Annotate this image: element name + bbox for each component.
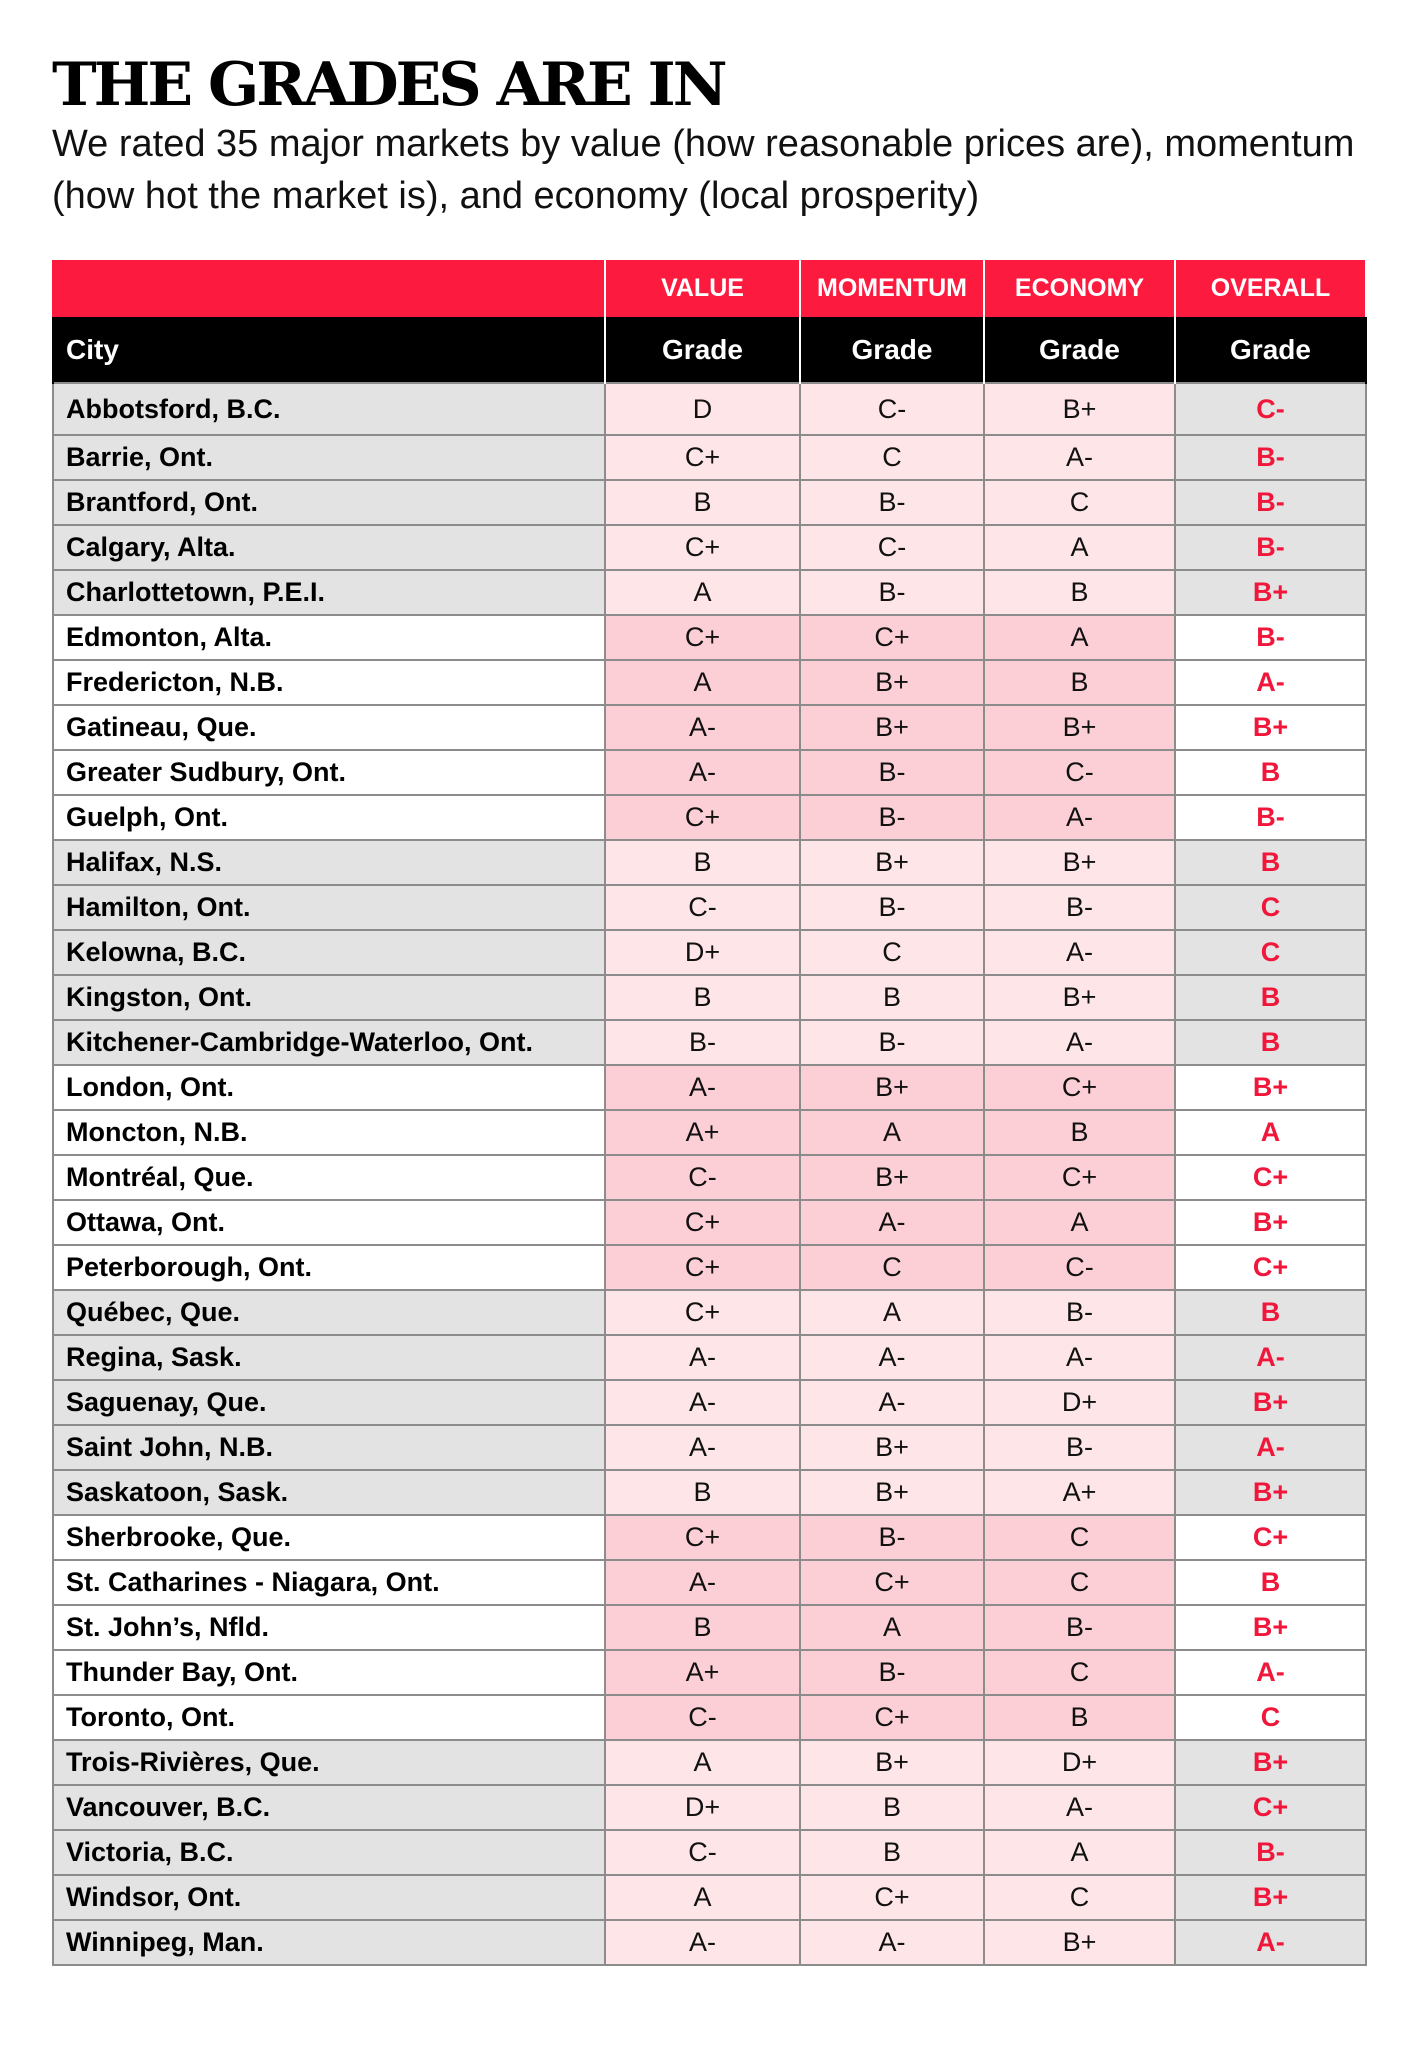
overall-grade: B bbox=[1175, 1290, 1366, 1335]
city-name: Fredericton, N.B. bbox=[53, 660, 605, 705]
momentum-grade: B+ bbox=[800, 1740, 984, 1785]
table-row bbox=[53, 1650, 1366, 1695]
city-name: St. Catharines - Niagara, Ont. bbox=[53, 1560, 605, 1605]
page-title: THE GRADES ARE IN bbox=[52, 50, 725, 120]
economy-grade: C bbox=[984, 480, 1175, 525]
value-grade: C- bbox=[605, 1830, 800, 1875]
value-grade: B bbox=[605, 480, 800, 525]
city-name: Gatineau, Que. bbox=[53, 705, 605, 750]
value-grade: C+ bbox=[605, 435, 800, 480]
column-header-momentum-grade: Grade bbox=[800, 317, 984, 383]
economy-grade: B bbox=[984, 1110, 1175, 1155]
value-grade: A- bbox=[605, 1065, 800, 1110]
overall-grade: A- bbox=[1175, 1425, 1366, 1470]
economy-grade: B+ bbox=[984, 383, 1175, 435]
table-row bbox=[53, 1920, 1366, 1965]
economy-grade: A- bbox=[984, 1785, 1175, 1830]
overall-grade: B+ bbox=[1175, 570, 1366, 615]
value-grade: C+ bbox=[605, 615, 800, 660]
table-row bbox=[53, 885, 1366, 930]
momentum-grade: A- bbox=[800, 1380, 984, 1425]
value-grade: A bbox=[605, 660, 800, 705]
value-grade: A- bbox=[605, 705, 800, 750]
city-name: Windsor, Ont. bbox=[53, 1875, 605, 1920]
table-row bbox=[53, 1515, 1366, 1560]
momentum-grade: B- bbox=[800, 750, 984, 795]
city-name: St. John’s, Nfld. bbox=[53, 1605, 605, 1650]
momentum-grade: B+ bbox=[800, 705, 984, 750]
economy-grade: B bbox=[984, 570, 1175, 615]
economy-grade: B+ bbox=[984, 840, 1175, 885]
city-name: Abbotsford, B.C. bbox=[53, 383, 605, 435]
overall-grade: B- bbox=[1175, 1830, 1366, 1875]
economy-grade: C+ bbox=[984, 1065, 1175, 1110]
overall-grade: A bbox=[1175, 1110, 1366, 1155]
overall-grade: B bbox=[1175, 840, 1366, 885]
economy-grade: A+ bbox=[984, 1470, 1175, 1515]
economy-grade: A- bbox=[984, 930, 1175, 975]
table-row bbox=[53, 1425, 1366, 1470]
overall-grade: A- bbox=[1175, 660, 1366, 705]
momentum-grade: B- bbox=[800, 1515, 984, 1560]
city-name: Regina, Sask. bbox=[53, 1335, 605, 1380]
table-row bbox=[53, 705, 1366, 750]
value-grade: C- bbox=[605, 885, 800, 930]
overall-grade: C+ bbox=[1175, 1245, 1366, 1290]
table-row bbox=[53, 1830, 1366, 1875]
overall-grade: B+ bbox=[1175, 1200, 1366, 1245]
city-name: Peterborough, Ont. bbox=[53, 1245, 605, 1290]
momentum-grade: B- bbox=[800, 1650, 984, 1695]
overall-grade: B+ bbox=[1175, 1380, 1366, 1425]
economy-grade: C- bbox=[984, 1245, 1175, 1290]
column-header-row bbox=[53, 317, 1366, 383]
category-header-row bbox=[53, 259, 1366, 317]
momentum-grade: B bbox=[800, 975, 984, 1020]
table-row bbox=[53, 660, 1366, 705]
city-name: Kitchener-Cambridge-Waterloo, Ont. bbox=[53, 1020, 605, 1065]
city-name: Québec, Que. bbox=[53, 1290, 605, 1335]
overall-grade: B+ bbox=[1175, 1605, 1366, 1650]
value-grade: B bbox=[605, 1605, 800, 1650]
economy-grade: B+ bbox=[984, 1920, 1175, 1965]
overall-grade: C- bbox=[1175, 383, 1366, 435]
economy-grade: D+ bbox=[984, 1380, 1175, 1425]
city-name: Saint John, N.B. bbox=[53, 1425, 605, 1470]
value-grade: A+ bbox=[605, 1650, 800, 1695]
table-row bbox=[53, 975, 1366, 1020]
momentum-grade: C+ bbox=[800, 1695, 984, 1740]
city-name: Kingston, Ont. bbox=[53, 975, 605, 1020]
economy-grade: A bbox=[984, 525, 1175, 570]
economy-grade: C bbox=[984, 1650, 1175, 1695]
value-grade: A- bbox=[605, 750, 800, 795]
momentum-grade: B+ bbox=[800, 1470, 984, 1515]
overall-grade: B+ bbox=[1175, 1470, 1366, 1515]
economy-grade: A- bbox=[984, 435, 1175, 480]
momentum-grade: B bbox=[800, 1785, 984, 1830]
city-name: Toronto, Ont. bbox=[53, 1695, 605, 1740]
city-name: Thunder Bay, Ont. bbox=[53, 1650, 605, 1695]
momentum-grade: B- bbox=[800, 795, 984, 840]
overall-grade: B+ bbox=[1175, 705, 1366, 750]
city-name: Saguenay, Que. bbox=[53, 1380, 605, 1425]
table-row bbox=[53, 1155, 1366, 1200]
table-row bbox=[53, 750, 1366, 795]
economy-grade: B bbox=[984, 660, 1175, 705]
table-row bbox=[53, 795, 1366, 840]
table-row bbox=[53, 1200, 1366, 1245]
city-name: Greater Sudbury, Ont. bbox=[53, 750, 605, 795]
table-row bbox=[53, 570, 1366, 615]
city-name: Edmonton, Alta. bbox=[53, 615, 605, 660]
grades-table-body bbox=[53, 383, 1366, 1965]
overall-grade: B+ bbox=[1175, 1065, 1366, 1110]
grades-table bbox=[52, 258, 1367, 1966]
economy-grade: B+ bbox=[984, 705, 1175, 750]
momentum-grade: B- bbox=[800, 570, 984, 615]
economy-grade: A- bbox=[984, 1335, 1175, 1380]
table-row bbox=[53, 930, 1366, 975]
table-row bbox=[53, 1470, 1366, 1515]
momentum-grade: C+ bbox=[800, 1560, 984, 1605]
city-name: Hamilton, Ont. bbox=[53, 885, 605, 930]
economy-grade: C bbox=[984, 1560, 1175, 1605]
value-grade: D+ bbox=[605, 930, 800, 975]
momentum-grade: C+ bbox=[800, 615, 984, 660]
overall-grade: B- bbox=[1175, 525, 1366, 570]
momentum-grade: B+ bbox=[800, 660, 984, 705]
momentum-grade: A- bbox=[800, 1200, 984, 1245]
city-name: Barrie, Ont. bbox=[53, 435, 605, 480]
momentum-grade: A- bbox=[800, 1920, 984, 1965]
table-row bbox=[53, 525, 1366, 570]
overall-grade: C bbox=[1175, 1695, 1366, 1740]
table-row bbox=[53, 1335, 1366, 1380]
momentum-grade: C- bbox=[800, 525, 984, 570]
table-row bbox=[53, 1380, 1366, 1425]
overall-grade: A- bbox=[1175, 1920, 1366, 1965]
value-grade: A bbox=[605, 1875, 800, 1920]
momentum-grade: A bbox=[800, 1605, 984, 1650]
column-header-city: City bbox=[53, 317, 605, 383]
momentum-grade: B+ bbox=[800, 1155, 984, 1200]
overall-grade: B- bbox=[1175, 795, 1366, 840]
category-header-momentum: MOMENTUM bbox=[800, 259, 984, 317]
city-name: Moncton, N.B. bbox=[53, 1110, 605, 1155]
economy-grade: A bbox=[984, 615, 1175, 660]
value-grade: C- bbox=[605, 1695, 800, 1740]
economy-grade: A- bbox=[984, 1020, 1175, 1065]
overall-grade: B bbox=[1175, 750, 1366, 795]
economy-grade: B- bbox=[984, 1425, 1175, 1470]
city-name: Trois-Rivières, Que. bbox=[53, 1740, 605, 1785]
city-name: Charlottetown, P.E.I. bbox=[53, 570, 605, 615]
momentum-grade: C bbox=[800, 435, 984, 480]
value-grade: D bbox=[605, 383, 800, 435]
table-row bbox=[53, 1290, 1366, 1335]
economy-grade: A bbox=[984, 1830, 1175, 1875]
momentum-grade: B+ bbox=[800, 840, 984, 885]
momentum-grade: C bbox=[800, 930, 984, 975]
overall-grade: B+ bbox=[1175, 1875, 1366, 1920]
overall-grade: C+ bbox=[1175, 1515, 1366, 1560]
table-row bbox=[53, 480, 1366, 525]
value-grade: B- bbox=[605, 1020, 800, 1065]
economy-grade: A- bbox=[984, 795, 1175, 840]
value-grade: C+ bbox=[605, 795, 800, 840]
category-header-overall: OVERALL bbox=[1175, 259, 1366, 317]
economy-grade: B- bbox=[984, 1290, 1175, 1335]
table-row bbox=[53, 1560, 1366, 1605]
city-name: Saskatoon, Sask. bbox=[53, 1470, 605, 1515]
economy-grade: C+ bbox=[984, 1155, 1175, 1200]
economy-grade: B bbox=[984, 1695, 1175, 1740]
city-name: Montréal, Que. bbox=[53, 1155, 605, 1200]
economy-grade: B+ bbox=[984, 975, 1175, 1020]
city-name: Brantford, Ont. bbox=[53, 480, 605, 525]
value-grade: A- bbox=[605, 1380, 800, 1425]
city-name: Halifax, N.S. bbox=[53, 840, 605, 885]
economy-grade: C- bbox=[984, 750, 1175, 795]
table-row bbox=[53, 1740, 1366, 1785]
city-name: Guelph, Ont. bbox=[53, 795, 605, 840]
momentum-grade: B+ bbox=[800, 1425, 984, 1470]
table-row bbox=[53, 383, 1366, 435]
overall-grade: C+ bbox=[1175, 1155, 1366, 1200]
value-grade: B bbox=[605, 1470, 800, 1515]
value-grade: A- bbox=[605, 1560, 800, 1605]
momentum-grade: B bbox=[800, 1830, 984, 1875]
economy-grade: C bbox=[984, 1875, 1175, 1920]
economy-grade: B- bbox=[984, 1605, 1175, 1650]
momentum-grade: A- bbox=[800, 1335, 984, 1380]
value-grade: C+ bbox=[605, 525, 800, 570]
value-grade: B bbox=[605, 840, 800, 885]
overall-grade: B bbox=[1175, 1560, 1366, 1605]
overall-grade: B- bbox=[1175, 615, 1366, 660]
column-header-economy-grade: Grade bbox=[984, 317, 1175, 383]
momentum-grade: B- bbox=[800, 885, 984, 930]
momentum-grade: C+ bbox=[800, 1875, 984, 1920]
category-header-value: VALUE bbox=[605, 259, 800, 317]
table-row bbox=[53, 1245, 1366, 1290]
value-grade: D+ bbox=[605, 1785, 800, 1830]
category-header-economy: ECONOMY bbox=[984, 259, 1175, 317]
value-grade: A bbox=[605, 1740, 800, 1785]
value-grade: C- bbox=[605, 1155, 800, 1200]
table-row bbox=[53, 1605, 1366, 1650]
overall-grade: A- bbox=[1175, 1650, 1366, 1695]
page-subtitle: We rated 35 major markets by value (how reasonable prices are), momentum (how hot the market is), and economy (local prosperity) bbox=[52, 123, 1355, 217]
overall-grade: A- bbox=[1175, 1335, 1366, 1380]
overall-grade: C bbox=[1175, 930, 1366, 975]
city-name: Calgary, Alta. bbox=[53, 525, 605, 570]
value-grade: C+ bbox=[605, 1200, 800, 1245]
overall-grade: B- bbox=[1175, 480, 1366, 525]
overall-grade: B- bbox=[1175, 435, 1366, 480]
momentum-grade: A bbox=[800, 1110, 984, 1155]
value-grade: A- bbox=[605, 1920, 800, 1965]
column-header-overall-grade: Grade bbox=[1175, 317, 1366, 383]
momentum-grade: B+ bbox=[800, 1065, 984, 1110]
city-name: Ottawa, Ont. bbox=[53, 1200, 605, 1245]
momentum-grade: A bbox=[800, 1290, 984, 1335]
overall-grade: C bbox=[1175, 885, 1366, 930]
table-row bbox=[53, 1785, 1366, 1830]
value-grade: C+ bbox=[605, 1290, 800, 1335]
value-grade: A bbox=[605, 570, 800, 615]
economy-grade: A bbox=[984, 1200, 1175, 1245]
city-name: London, Ont. bbox=[53, 1065, 605, 1110]
value-grade: A- bbox=[605, 1425, 800, 1470]
table-row bbox=[53, 1875, 1366, 1920]
economy-grade: D+ bbox=[984, 1740, 1175, 1785]
table-row bbox=[53, 1065, 1366, 1110]
value-grade: A- bbox=[605, 1335, 800, 1380]
value-grade: C+ bbox=[605, 1515, 800, 1560]
value-grade: A+ bbox=[605, 1110, 800, 1155]
city-name: Winnipeg, Man. bbox=[53, 1920, 605, 1965]
economy-grade: C bbox=[984, 1515, 1175, 1560]
value-grade: C+ bbox=[605, 1245, 800, 1290]
overall-grade: B bbox=[1175, 975, 1366, 1020]
table-row bbox=[53, 615, 1366, 660]
overall-grade: C+ bbox=[1175, 1785, 1366, 1830]
momentum-grade: C bbox=[800, 1245, 984, 1290]
economy-grade: B- bbox=[984, 885, 1175, 930]
momentum-grade: C- bbox=[800, 383, 984, 435]
category-header-blank bbox=[53, 259, 605, 317]
city-name: Kelowna, B.C. bbox=[53, 930, 605, 975]
city-name: Victoria, B.C. bbox=[53, 1830, 605, 1875]
overall-grade: B+ bbox=[1175, 1740, 1366, 1785]
table-row bbox=[53, 840, 1366, 885]
table-row bbox=[53, 435, 1366, 480]
momentum-grade: B- bbox=[800, 1020, 984, 1065]
column-header-value-grade: Grade bbox=[605, 317, 800, 383]
city-name: Sherbrooke, Que. bbox=[53, 1515, 605, 1560]
table-row bbox=[53, 1020, 1366, 1065]
table-row bbox=[53, 1695, 1366, 1740]
momentum-grade: B- bbox=[800, 480, 984, 525]
table-row bbox=[53, 1110, 1366, 1155]
overall-grade: B bbox=[1175, 1020, 1366, 1065]
city-name: Vancouver, B.C. bbox=[53, 1785, 605, 1830]
value-grade: B bbox=[605, 975, 800, 1020]
